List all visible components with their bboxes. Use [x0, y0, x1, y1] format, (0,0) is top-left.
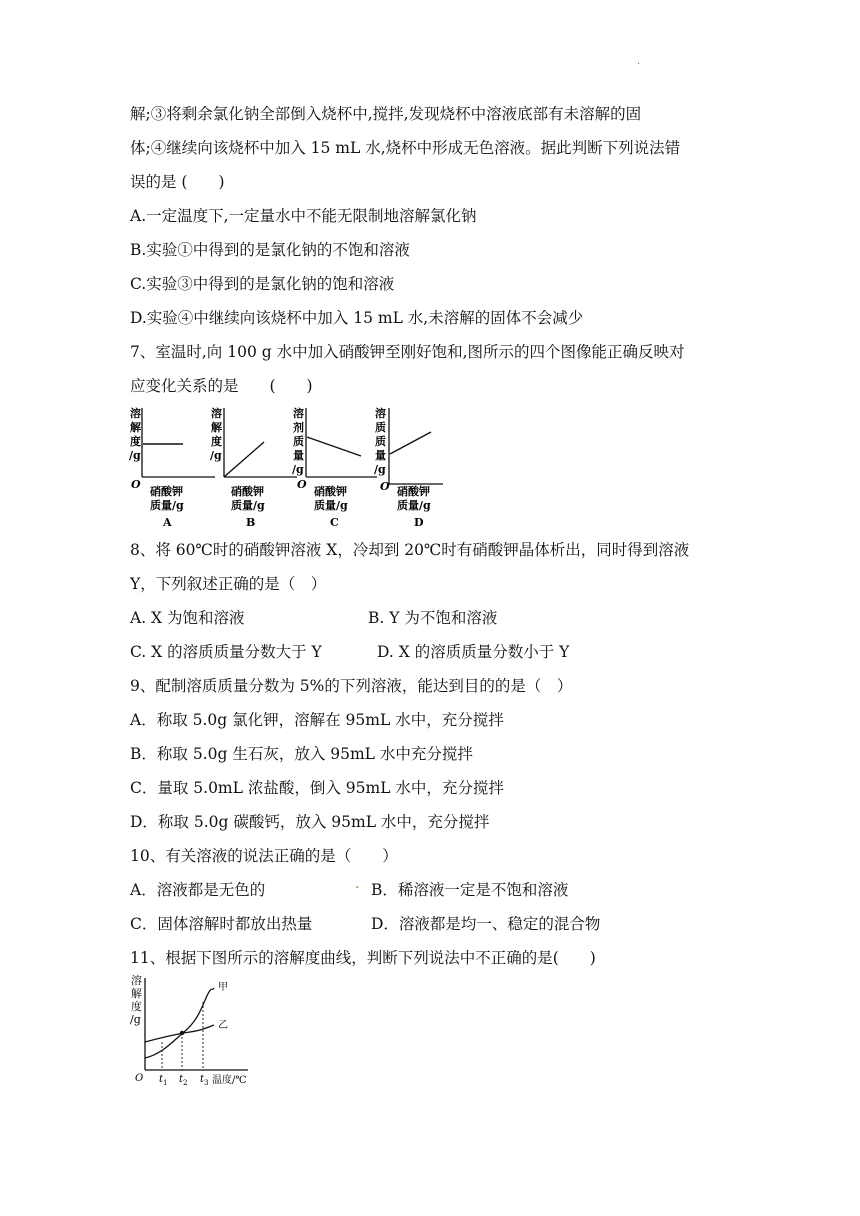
q6-option-b: B.实验①中得到的是氯化钠的不饱和溶液 [130, 241, 410, 259]
q6-line3: 误的是 ( ) [130, 173, 225, 191]
q6-option-d: D.实验④中继续向该烧杯中加入 15 mL 水,未溶解的固体不会减少 [130, 309, 584, 327]
page-mark: . [637, 56, 641, 67]
graph-d-line [390, 432, 431, 454]
graph-b-ylabel-1: 解 [211, 421, 222, 434]
q6-option-a: A.一定温度下,一定量水中不能无限制地溶解氯化钠 [130, 207, 477, 225]
graph-a-ylabel-0: 溶 [130, 407, 141, 420]
q7-graphs [125, 404, 455, 534]
graph-a-ylabel-3: /g [129, 449, 141, 462]
q11-tick-t2: t [179, 1074, 184, 1085]
q10-option-b: B．稀溶液一定是不饱和溶液 [371, 881, 569, 899]
graph-b-xlabel-1: 质量/g [231, 499, 265, 512]
q9-stem: 9、配制溶质质量分数为 5%的下列溶液，能达到目的的是（ ） [130, 677, 573, 695]
q6-option-c: C.实验③中得到的是氯化钠的饱和溶液 [130, 275, 395, 293]
q8-line1: 8、将 60℃时的硝酸钾溶液 X，冷却到 20℃时有硝酸钾晶体析出，同时得到溶液 [130, 541, 690, 559]
q9-option-d: D．称取 5.0g 碳酸钙，放入 95mL 水中，充分搅拌 [130, 813, 490, 831]
q11-ylabel-0: 溶 [131, 974, 142, 987]
q7-graph-c [292, 406, 377, 529]
q11-xlabel: 温度/℃ [212, 1075, 247, 1086]
q11-stem: 11、根据下图所示的溶解度曲线，判断下列说法中不正确的是( ) [130, 949, 596, 967]
graph-b-ylabel-3: /g [210, 449, 222, 462]
graph-a-xlabel-0: 硝酸钾 [150, 485, 183, 498]
q11-ylabel-2: 度 [131, 1000, 142, 1013]
q11-curve-yi-label: 乙 [218, 1020, 228, 1031]
q10-mark: . [355, 876, 360, 892]
q11-curve-jia [145, 988, 214, 1058]
q8-option-a: A. X 为饱和溶液 [130, 609, 245, 627]
graph-b-ylabel-0: 溶 [211, 407, 222, 420]
graph-a-ylabel-2: 度 [130, 435, 141, 448]
graph-d-ylabel-2: 质 [375, 435, 386, 448]
q8-option-d: D. X 的溶质质量分数小于 Y [377, 643, 570, 661]
q10-option-d: D．溶液都是均一、稳定的混合物 [371, 915, 601, 933]
q10-option-c: C．固体溶解时都放出热量 [130, 915, 313, 933]
q7-graph-d [374, 406, 443, 529]
q11-origin: O [135, 1073, 144, 1084]
graph-a-origin: O [131, 478, 141, 491]
graph-b-ylabel-2: 度 [211, 435, 222, 448]
graph-c-ylabel-2: 质 [293, 435, 304, 448]
graph-c-line [307, 437, 361, 456]
q8-option-b: B. Y 为不饱和溶液 [368, 609, 498, 627]
q8-option-c: C. X 的溶质质量分数大于 Y [130, 643, 322, 661]
graph-c-ylabel-1: 剂 [293, 421, 304, 434]
graph-c-ylabel-4: /g [292, 463, 304, 476]
q7-line2: 应变化关系的是 ( ) [130, 377, 313, 395]
q10-option-a: A．溶液都是无色的 [130, 881, 266, 899]
graph-c-letter: C [330, 516, 339, 529]
graph-d-ylabel-4: /g [374, 463, 386, 476]
graph-b-line [224, 442, 264, 477]
graph-b-xlabel-0: 硝酸钾 [231, 485, 264, 498]
q11-tick-t3: t [200, 1074, 205, 1085]
graph-a-xlabel-1: 质量/g [150, 499, 184, 512]
q7-graph-b [210, 406, 297, 529]
graph-a-letter: A [163, 516, 172, 529]
q11-tick-t2-sub: 2 [183, 1079, 188, 1087]
graph-a-ylabel-1: 解 [130, 421, 141, 434]
graph-d-origin: O [380, 480, 390, 493]
q11-ylabel-1: 解 [131, 987, 142, 1000]
graph-d-ylabel-1: 质 [375, 421, 386, 434]
graph-c-xlabel-1: 质量/g [314, 499, 348, 512]
q9-option-a: A．称取 5.0g 氯化钾，溶解在 95mL 水中，充分搅拌 [130, 711, 504, 729]
q7-line1: 7、室温时,向 100 g 水中加入硝酸钾至刚好饱和,图所示的四个图像能正确反映对 [130, 343, 685, 361]
q6-line2: 体;④继续向该烧杯中加入 15 mL 水,烧杯中形成无色溶液。据此判断下列说法错 [130, 139, 681, 157]
q11-intersection [180, 1031, 184, 1035]
q11-curve-jia-label: 甲 [218, 982, 228, 993]
q7-graph-a [129, 406, 215, 529]
graph-c-ylabel-0: 溶 [293, 407, 304, 420]
q8-line2: Y，下列叙述正确的是（ ） [130, 575, 327, 593]
graph-d-ylabel-0: 溶 [375, 407, 386, 420]
q9-option-b: B．称取 5.0g 生石灰，放入 95mL 水中充分搅拌 [130, 745, 473, 763]
q11-solubility-graph [128, 972, 263, 1090]
q11-tick-t3-sub: 3 [204, 1079, 209, 1087]
graph-c-ylabel-3: 量 [293, 449, 304, 462]
q11-tick-t1-sub: 1 [163, 1079, 168, 1087]
graph-d-xlabel-0: 硝酸钾 [397, 485, 430, 498]
graph-d-ylabel-3: 量 [375, 449, 386, 462]
q10-stem: 10、有关溶液的说法正确的是（ ） [130, 847, 398, 865]
q6-line1: 解;③将剩余氯化钠全部倒入烧杯中,搅拌,发现烧杯中溶液底部有未溶解的固 [130, 105, 642, 123]
graph-b-letter: B [246, 516, 256, 529]
q9-option-c: C．量取 5.0mL 浓盐酸，倒入 95mL 水中，充分搅拌 [130, 779, 504, 797]
q11-tick-t1: t [159, 1074, 164, 1085]
graph-c-origin: O [297, 478, 307, 491]
q11-ylabel-3: /g [130, 1013, 141, 1026]
graph-d-letter: D [414, 516, 424, 529]
graph-c-xlabel-0: 硝酸钾 [314, 485, 347, 498]
q11-curve-yi [145, 1025, 214, 1042]
graph-d-xlabel-1: 质量/g [397, 499, 431, 512]
